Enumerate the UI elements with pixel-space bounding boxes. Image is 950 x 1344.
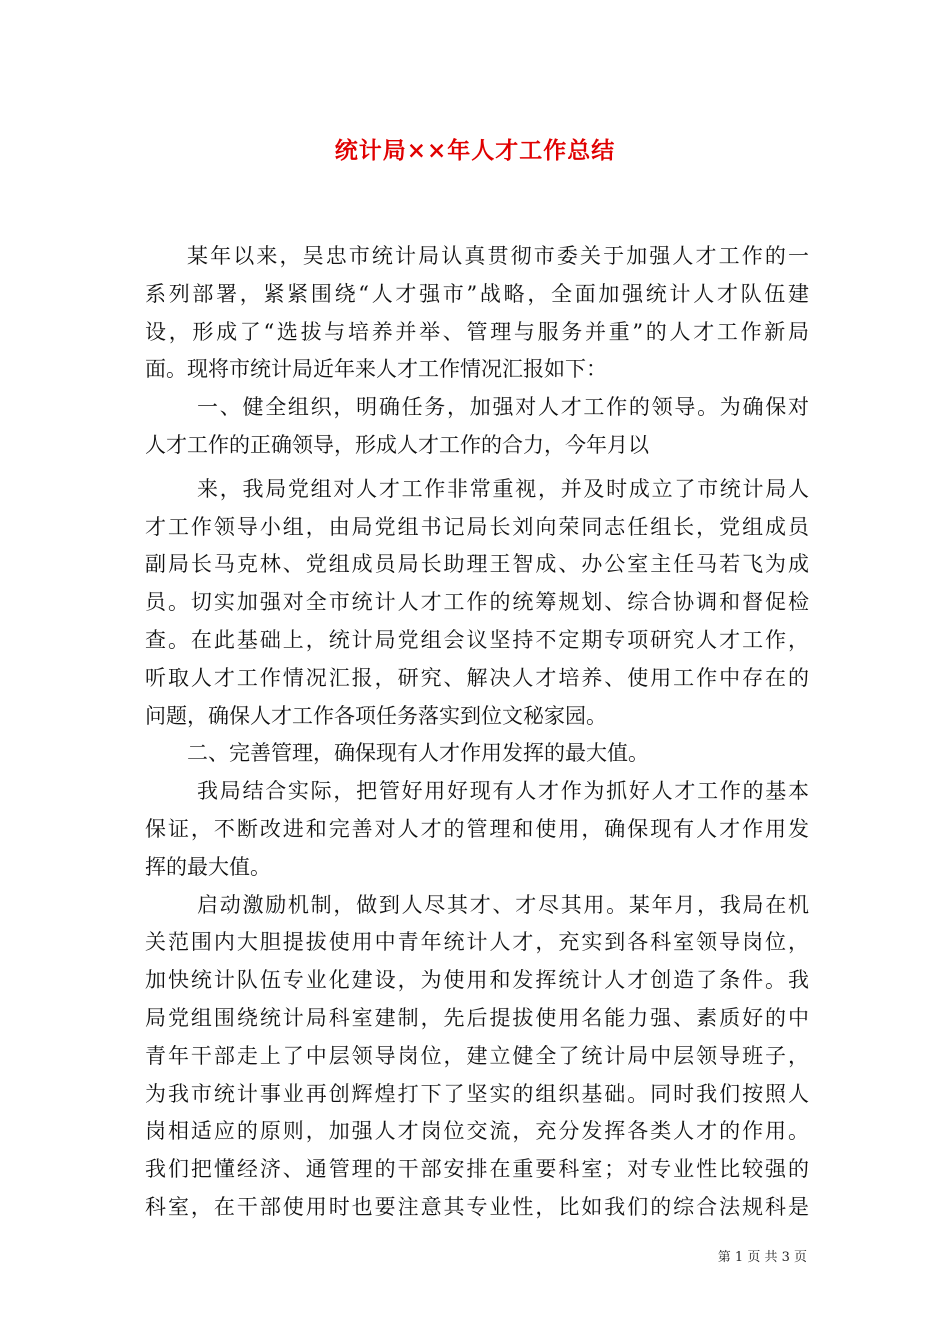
body-line: 挥的最大值。 bbox=[145, 854, 271, 879]
body-line: 查。在此基础上，统计局党组会议坚持不定期专项研究人才工作， bbox=[145, 627, 809, 652]
body-line: 问题，确保人才工作各项任务落实到位文秘家园。 bbox=[145, 703, 607, 728]
body-line: 设，形成了“选拔与培养并举、管理与服务并重”的人才工作新局 bbox=[145, 319, 809, 344]
body-line: 我们把懂经济、通管理的干部安排在重要科室；对专业性比较强的 bbox=[145, 1157, 809, 1182]
body-line: 面。现将市统计局近年来人才工作情况汇报如下： bbox=[145, 357, 607, 382]
body-line: 科室，在干部使用时也要注意其专业性，比如我们的综合法规科是 bbox=[145, 1194, 809, 1219]
body-line: 加快统计队伍专业化建设，为使用和发挥统计人才创造了条件。我 bbox=[145, 968, 809, 993]
section-heading: 二、完善管理，确保现有人才作用发挥的最大值。 bbox=[187, 741, 649, 766]
body-line: 人才工作的正确领导，形成人才工作的合力，今年月以 bbox=[145, 432, 649, 457]
body-line: 某年以来，吴忠市统计局认真贯彻市委关于加强人才工作的一 bbox=[187, 244, 809, 268]
page-number: 第 1 页 共 3 页 bbox=[717, 1250, 807, 1265]
body-line: 保证，不断改进和完善对人才的管理和使用，确保现有人才作用发 bbox=[145, 816, 809, 841]
document-title: 统计局××年人才工作总结 bbox=[334, 137, 616, 164]
body-line: 听取人才工作情况汇报，研究、解决人才培养、使用工作中存在的 bbox=[145, 665, 809, 690]
body-line: 青年干部走上了中层领导岗位，建立健全了统计局中层领导班子， bbox=[145, 1043, 809, 1068]
body-line: 才工作领导小组，由局党组书记局长刘向荣同志任组长，党组成员 bbox=[145, 514, 809, 539]
body-line: 为我市统计事业再创辉煌打下了坚实的组织基础。同时我们按照人 bbox=[145, 1081, 809, 1106]
body-line: 系列部署，紧紧围绕“人才强市”战略，全面加强统计人才队伍建 bbox=[145, 281, 809, 306]
body-line: 启动激励机制，做到人尽其才、才尽其用。某年月，我局在机 bbox=[197, 892, 809, 917]
body-line: 我局结合实际，把管好用好现有人才作为抓好人才工作的基本 bbox=[197, 779, 809, 804]
body-line: 岗相适应的原则，加强人才岗位交流，充分发挥各类人才的作用。 bbox=[145, 1119, 809, 1144]
body-line: 局党组围绕统计局科室建制，先后提拔使用名能力强、素质好的中 bbox=[145, 1005, 809, 1030]
body-line: 副局长马克林、党组成员局长助理王智成、办公室主任马若飞为成 bbox=[145, 552, 809, 577]
body-line: 关范围内大胆提拔使用中青年统计人才，充实到各科室领导岗位， bbox=[145, 930, 809, 955]
body-line: 来，我局党组对人才工作非常重视，并及时成立了市统计局人 bbox=[197, 476, 809, 501]
body-line: 员。切实加强对全市统计人才工作的统筹规划、综合协调和督促检 bbox=[145, 590, 809, 615]
body-line: 一、健全组织，明确任务，加强对人才工作的领导。为确保对 bbox=[197, 395, 809, 420]
document-body bbox=[145, 238, 809, 1227]
